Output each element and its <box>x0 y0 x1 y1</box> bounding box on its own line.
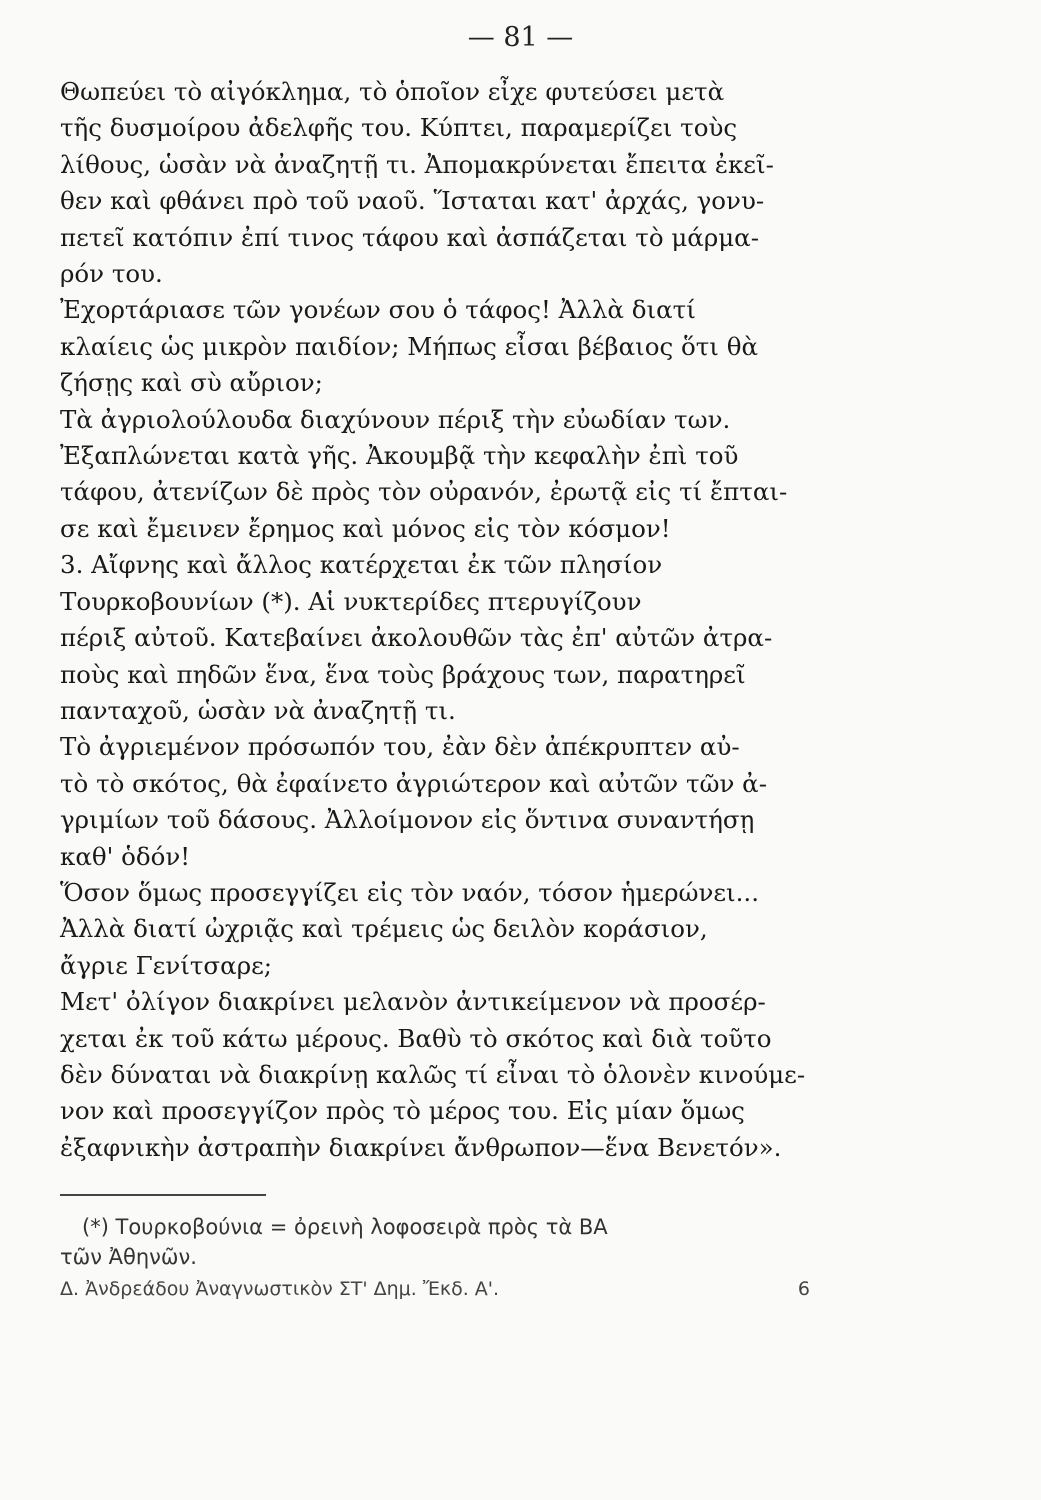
text-line: ἄγριε Γενίτσαρε; <box>60 950 273 980</box>
text-line: ποὺς καὶ πηδῶν ἕνα, ἕνα τοὺς βράχους των, παρατηρεῖ <box>60 659 746 689</box>
text-line: λίθους, ὡσὰν νὰ ἀναζητῇ τι. Ἀπομακρύνεται ἔπειτα ἐκεῖ- <box>60 149 774 179</box>
signature-mark: 6 <box>797 1278 810 1300</box>
text-line: θεν καὶ φθάνει πρὸ τοῦ ναοῦ. Ἵσταται κατ' ἀρχάς, γονυ- <box>60 186 765 216</box>
text-line: Τουρκοβουνίων (*). Αἱ νυκτερίδες πτερυγίζουν <box>60 586 642 616</box>
text-line: πετεῖ κατόπιν ἐπί τινος τάφου καὶ ἀσπάζεται τὸ μάρμα- <box>60 222 759 252</box>
text-line: καθ' ὁδόν! <box>60 841 191 871</box>
text-line: Τὸ ἀγριεμένον πρόσωπόν του, ἐὰν δὲν ἀπέκρυπτεν αὐ- <box>60 732 740 762</box>
text-line: ζήσῃς καὶ σὺ αὔριον; <box>60 368 323 398</box>
text-line: ρόν του. <box>60 259 163 289</box>
text-line: γριμίων τοῦ δάσους. Ἀλλοίμονον εἰς ὅντινα συναντήσῃ <box>60 805 755 835</box>
footnote-line: τῶν Ἀθηνῶν. <box>60 1245 197 1269</box>
text-line: πανταχοῦ, ὡσὰν νὰ ἀναζητῇ τι. <box>60 695 456 725</box>
body-text <box>60 74 830 1166</box>
footnote-line: (*) Τουρκοβούνια = ὀρεινὴ λοφοσειρὰ πρὸς τὰ ΒΑ <box>82 1215 608 1239</box>
printer-signature <box>60 1278 810 1300</box>
signature-text: Δ. Ἀνδρεάδου Ἀναγνωστικὸν ΣΤ' Δημ. Ἔκδ. Α'. <box>60 1278 500 1300</box>
text-line: τάφου, ἀτενίζων δὲ πρὸς τὸν οὐρανόν, ἐρωτᾷ εἰς τί ἔπται- <box>60 477 788 507</box>
text-line: Τὰ ἀγριολούλουδα διαχύνουν πέριξ τὴν εὐωδίαν των. <box>60 404 731 434</box>
text-line: Ὅσον ὅμως προσεγγίζει εἰς τὸν ναόν, τόσον ἡμερώνει... <box>60 877 760 907</box>
text-line: ἐξαφνικὴν ἀστραπὴν διακρίνει ἄνθρωπον—ἕνα Βενετόν». <box>60 1132 782 1162</box>
text-line: Ἀλλὰ διατί ὠχριᾷς καὶ τρέμεις ὡς δειλὸν κοράσιον, <box>60 914 708 944</box>
text-line: τῆς δυσμοίρου ἀδελφῆς του. Κύπτει, παραμερίζει τοὺς <box>60 113 738 143</box>
text-line: Ἐξαπλώνεται κατὰ γῆς. Ἀκουμβᾷ τὴν κεφαλὴν ἐπὶ τοῦ <box>60 441 739 471</box>
footnote <box>60 1212 830 1272</box>
text-line: σε καὶ ἔμεινεν ἔρημος καὶ μόνος εἰς τὸν κόσμον! <box>60 513 671 543</box>
text-line: νον καὶ προσεγγίζον πρὸς τὸ μέρος του. Εἰς μίαν ὅμως <box>60 1096 745 1126</box>
text-line: δὲν δύναται νὰ διακρίνῃ καλῶς τί εἶναι τὸ ὁλονὲν κινούμε- <box>60 1059 806 1089</box>
text-line: Θωπεύει τὸ αἰγόκλημα, τὸ ὁποῖον εἶχε φυτεύσει μετὰ <box>60 77 725 106</box>
page-number: — 81 — <box>467 22 574 53</box>
footnote-divider <box>60 1194 266 1196</box>
text-line: Μετ' ὀλίγον διακρίνει μελανὸν ἀντικείμενον νὰ προσέρ- <box>60 987 766 1017</box>
text-line: τὸ τὸ σκότος, θὰ ἐφαίνετο ἀγριώτερον καὶ αὐτῶν τῶν ἀ- <box>60 768 767 798</box>
text-line: πέριξ αὐτοῦ. Κατεβαίνει ἀκολουθῶν τὰς ἐπ' αὐτῶν ἀτρα- <box>60 623 773 653</box>
text-line: χεται ἐκ τοῦ κάτω μέρους. Βαθὺ τὸ σκότος καὶ διὰ τοῦτο <box>60 1023 772 1053</box>
text-line: Ἐχορτάριασε τῶν γονέων σου ὁ τάφος! Ἀλλὰ διατί <box>60 295 696 325</box>
text-line: κλαίεις ὡς μικρὸν παιδίον; Μήπως εἶσαι βέβαιος ὅτι θὰ <box>60 331 758 361</box>
text-line: 3. Αἴφνης καὶ ἄλλος κατέρχεται ἐκ τῶν πλησίον <box>60 550 663 580</box>
